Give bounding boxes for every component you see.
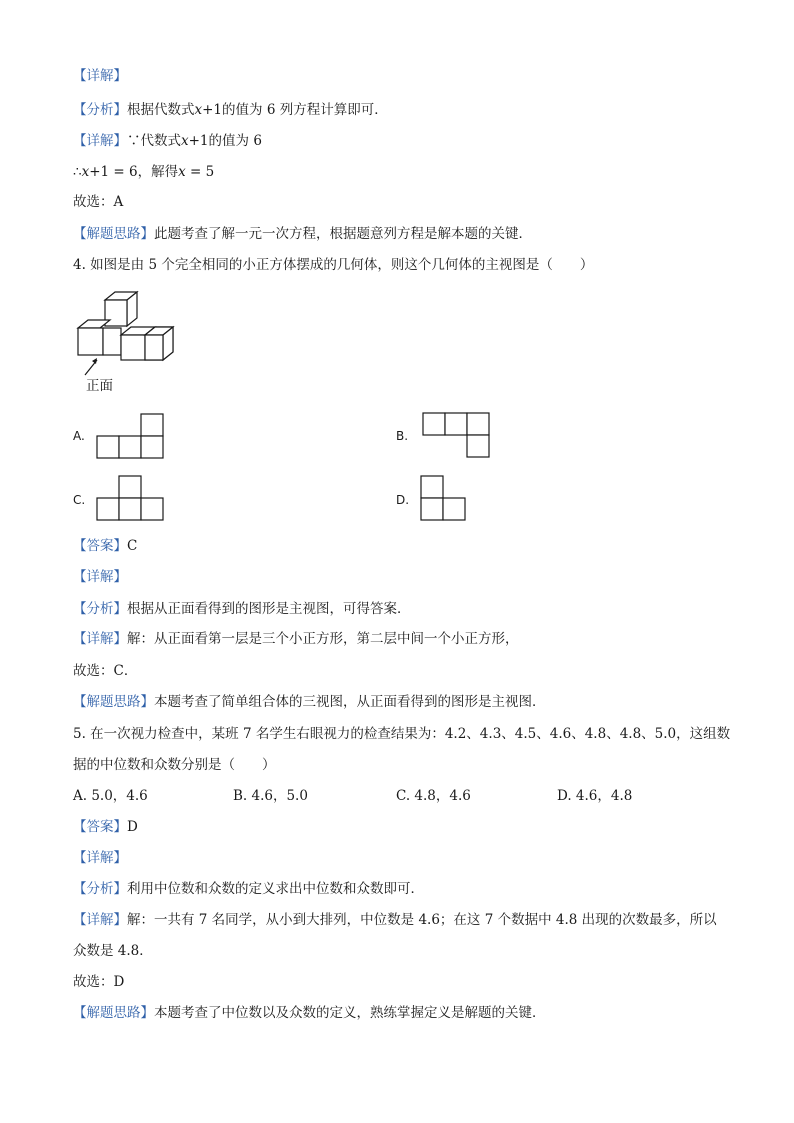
q5-detail-line-2: 众数是 4.8． xyxy=(73,943,153,959)
q4-answer-value: C xyxy=(127,538,138,554)
answer-tag: 【答案】 xyxy=(73,538,127,554)
q5-detail-heading xyxy=(73,849,127,867)
detail-tag: 【详解】 xyxy=(73,912,127,928)
detail-tag: 【详解】 xyxy=(73,631,127,647)
analysis-tag: 【分析】 xyxy=(73,881,127,897)
q5-answer xyxy=(73,818,138,836)
detail-tag: 【详解】 xyxy=(73,68,127,84)
q4-choose: 故选：C． xyxy=(73,663,138,679)
q4-detail-text: 解：从正面看第一层是三个小正方形，第二层中间一个小正方形， xyxy=(127,631,519,647)
detail-tag: 【详解】 xyxy=(73,569,127,585)
q3-analysis-text-a: 根据代数式 xyxy=(127,102,195,118)
q3-idea-text: 此题考查了解一元一次方程，根据题意列方程是解本题的关键． xyxy=(154,226,532,242)
option-a-figure xyxy=(96,412,166,460)
q5-analysis-text: 利用中位数和众数的定义求出中位数和众数即可． xyxy=(127,881,424,897)
q3-idea xyxy=(73,225,532,243)
q5-choose: 故选：D xyxy=(73,974,125,990)
q4-answer xyxy=(73,537,137,555)
option-d-label: D. xyxy=(396,493,410,507)
option-c-figure xyxy=(96,474,166,522)
front-view-label: 正面 xyxy=(86,378,113,394)
idea-tag: 【解题思路】 xyxy=(73,694,154,710)
q5-idea-text: 本题考查了中位数以及众数的定义，熟练掌握定义是解题的关键． xyxy=(154,1005,546,1021)
q3-choose: 故选：A xyxy=(73,194,124,210)
q3-analysis xyxy=(73,101,388,119)
q4-detail-heading xyxy=(73,568,127,586)
detail-tag: 【详解】 xyxy=(73,133,127,149)
q4-idea xyxy=(73,693,546,711)
therefore-symbol: ∴ xyxy=(73,164,82,180)
q5-detail-line-1 xyxy=(73,911,717,929)
idea-tag: 【解题思路】 xyxy=(73,226,154,242)
detail-tag: 【详解】 xyxy=(73,850,127,866)
q5-detail-text-1: 解：一共有 7 名同学，从小到大排列，中位数是 4.6；在这 7 个数据中 4.8 出现的次数最多，所以 xyxy=(127,912,717,928)
q3-var-1: x xyxy=(81,164,90,180)
analysis-tag: 【分析】 xyxy=(73,601,127,617)
q5-idea xyxy=(73,1004,546,1022)
option-a-label: A. xyxy=(73,429,85,443)
q4-detail xyxy=(73,630,519,648)
option-d-figure xyxy=(420,474,470,522)
q3-detail-text-b: +1的值为 6 xyxy=(188,133,262,149)
q3-analysis-text-b: +1的值为 6 列方程计算即可． xyxy=(202,102,388,118)
answer-tag: 【答案】 xyxy=(73,819,127,835)
q5-answer-value: D xyxy=(127,819,138,835)
q3-detail xyxy=(73,132,262,150)
q3-therefore-text: +1 = 6，解得 xyxy=(89,164,179,180)
q4-idea-text: 本题考查了简单组合体的三视图，从正面看得到的图形是主视图． xyxy=(154,694,546,710)
q3-therefore xyxy=(73,163,214,181)
q3-detail-var: x xyxy=(181,133,189,149)
option-b-label: B. xyxy=(396,429,409,443)
option-c-label: C. xyxy=(73,493,86,507)
q5-choice-c: C. 4.8，4.6 xyxy=(396,788,471,804)
q5-choice-b: B. 4.6，5.0 xyxy=(233,788,308,804)
q5-stem-line-1: 5. 在一次视力检查中，某班 7 名学生右眼视力的检查结果为：4.2、4.3、4.5、4.6、4.8、4.8、5.0，这组数 xyxy=(73,726,731,742)
q4-analysis xyxy=(73,600,411,618)
option-b-figure xyxy=(422,411,492,459)
q3-result: = 5 xyxy=(185,164,215,180)
idea-tag: 【解题思路】 xyxy=(73,1005,154,1021)
q5-choice-d: D. 4.6，4.8 xyxy=(557,788,633,804)
q3-analysis-var: x xyxy=(194,102,203,118)
q4-stem: 4. 如图是由 5 个完全相同的小正方体摆成的几何体，则这个几何体的主视图是（ ） xyxy=(73,257,594,273)
q3-detail-text-a: ∵代数式 xyxy=(127,133,181,149)
q5-analysis xyxy=(73,880,424,898)
detail-heading xyxy=(73,67,127,85)
analysis-tag: 【分析】 xyxy=(73,102,127,118)
q5-choice-a: A. 5.0，4.6 xyxy=(73,788,148,804)
q3-var-2: x xyxy=(178,164,186,180)
q4-analysis-text: 根据从正面看得到的图形是主视图，可得答案． xyxy=(127,601,411,617)
q5-stem-line-2: 据的中位数和众数分别是（ ） xyxy=(73,757,276,773)
